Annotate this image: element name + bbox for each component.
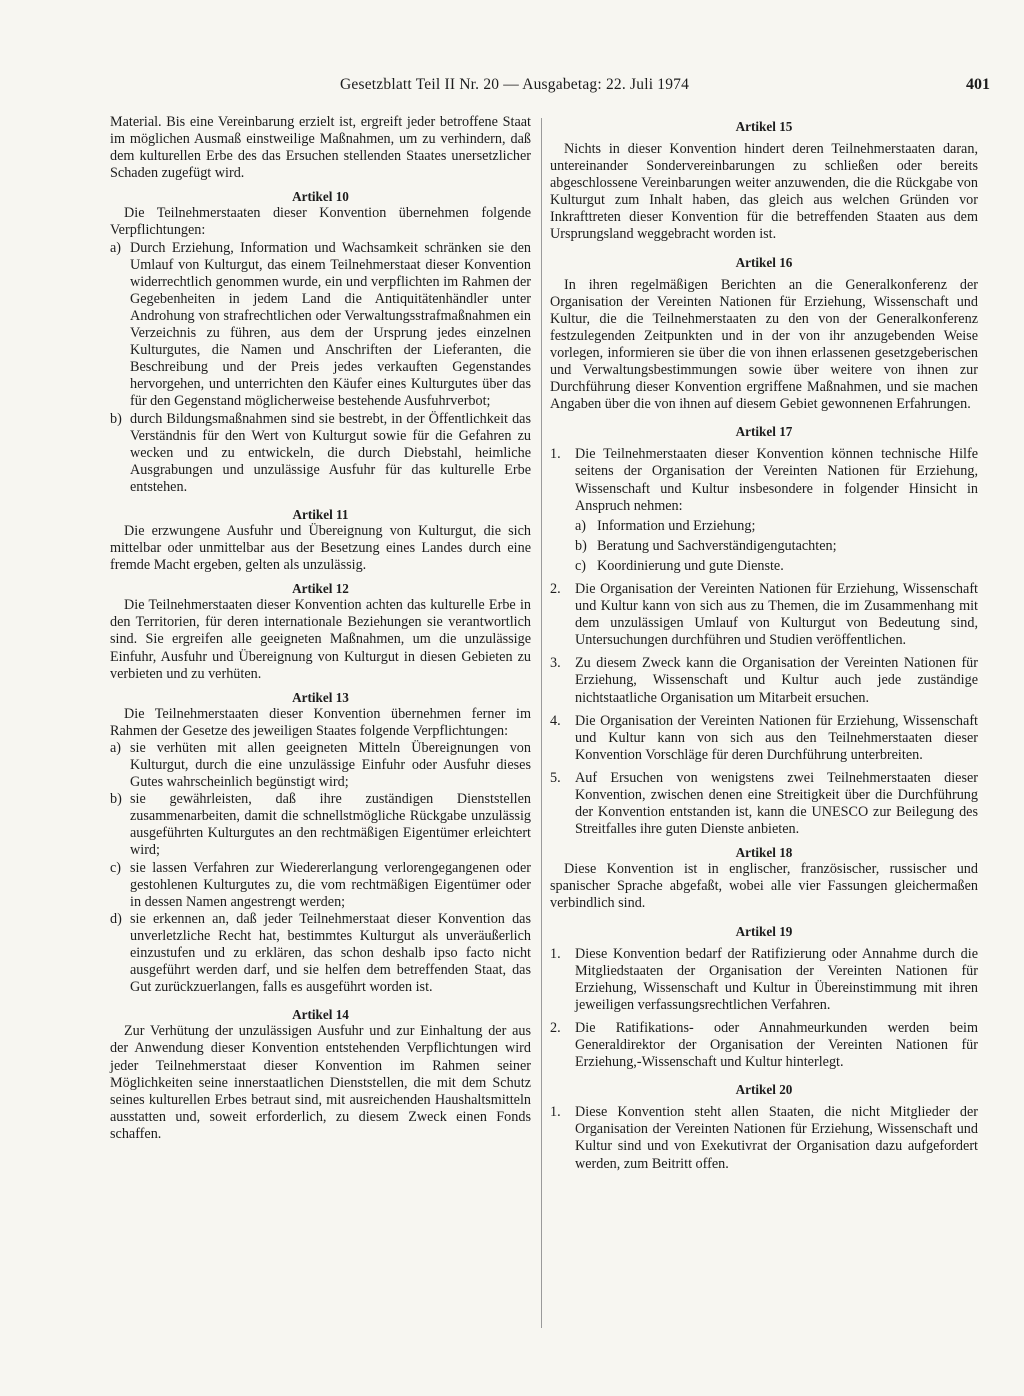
header-title: Gesetzblatt Teil II Nr. 20 — Ausgabetag: 22. Juli 1974 xyxy=(340,76,690,93)
numbered-item xyxy=(550,446,978,514)
article-12-text: Die Teilnehmerstaaten dieser Konvention achten das kulturelle Erbe in den Territorien, für deren internationale Beziehungen sie verantwortlich sind. Sie ergreifen alle geeigneten Maßnahmen, um die unzulässige Einfuhr, Ausfuhr und Übereignung von Kulturgut in diesen Gebieten zu verbieten und zu verhüten. xyxy=(110,597,531,682)
paragraph-continuation: Material. Bis eine Vereinbarung erzielt ist, ergreift jeder betroffene Staat im möglichen Ausmaß einstweilige Maßnahmen, um zu verhindern, daß dem kulturellen Erbe des das Ersuchen stellenden Staates unersetzlicher Schaden zugefügt wird. xyxy=(110,114,531,182)
numbered-item-text: Die Organisation der Vereinten Nationen für Erziehung, Wissenschaft und Kultur kann von sich aus zu Themen, die im Zusammenhang mit dem unzulässigen Umlauf von Kulturgut von Bedeutung sind, Untersuchungen durchführen und Studien veröffentlichen. xyxy=(575,580,978,649)
page-number: 401 xyxy=(966,76,990,93)
numbered-item-label: 1. xyxy=(550,446,561,463)
numbered-item-text: Die Organisation der Vereinten Nationen für Erziehung, Wissenschaft und Kultur kann von sich aus den Teilnehmerstaaten dieser Konvention Vorschläge für deren Durchführung unterbreiten. xyxy=(575,712,978,763)
list-item xyxy=(110,791,531,859)
list-item xyxy=(110,860,531,911)
article-18-text: Diese Konvention ist in englischer, französischer, russischer und spanischer Sprache abgefaßt, wobei alle vier Fassungen gleichermaßen verbindlich sind. xyxy=(550,861,978,912)
numbered-item xyxy=(550,770,978,838)
numbered-item-label: 2. xyxy=(550,1019,561,1036)
numbered-item-label: 1. xyxy=(550,945,561,962)
sub-item xyxy=(575,538,978,555)
numbered-item-text: Die Teilnehmerstaaten dieser Konvention können technische Hilfe seitens der Organisation der Vereinten Nationen für Erziehung, Wissenschaft und Kultur insbesondere in folgender Hinsicht in Anspruch nehmen: xyxy=(575,446,978,514)
numbered-item-text: Auf Ersuchen von wenigstens zwei Teilnehmerstaaten dieser Konvention, zwischen denen eine Streitigkeit über die Durchführung der Konvention entstanden ist, kann die UNESCO zur Beilegung des Streitfalles ihre guten Dienste anbieten. xyxy=(575,769,978,838)
numbered-item-text: Diese Konvention bedarf der Ratifizierung oder Annahme durch die Mitgliedstaaten der Organisation der Vereinten Nationen für Erziehung, Wissenschaft und Kultur in Übereinstimmung mit ihren jeweiligen verfassungsrechtlichen Verfahren. xyxy=(575,945,978,1013)
article-14-title: Artikel 14 xyxy=(292,1007,349,1023)
sub-item-text: Koordinierung und gute Dienste. xyxy=(597,557,784,574)
article-12-title: Artikel 12 xyxy=(292,581,349,597)
article-11-title: Artikel 11 xyxy=(292,506,349,522)
numbered-item xyxy=(550,655,978,706)
sub-item-label: c) xyxy=(575,557,587,574)
numbered-item xyxy=(550,581,978,649)
right-column xyxy=(550,118,978,1173)
numbered-item xyxy=(550,946,978,1014)
numbered-item-text: Die Ratifikations- oder Annahmeurkunden werden beim Generaldirektor der Organisation der Vereinten Nationen für Erziehung,-Wissenschaft und Kultur hinterlegt. xyxy=(575,1019,978,1071)
column-divider xyxy=(541,118,542,1328)
list-item xyxy=(110,411,531,496)
list-item-label: a) xyxy=(110,739,122,756)
sub-item-label: a) xyxy=(575,517,587,534)
sub-item xyxy=(575,518,978,535)
article-10-intro: Die Teilnehmerstaaten dieser Konvention übernehmen folgende Verpflichtungen: xyxy=(110,205,531,239)
list-item-label: b) xyxy=(110,410,122,427)
list-item xyxy=(110,911,531,996)
numbered-item-label: 5. xyxy=(550,769,561,786)
article-10-title: Artikel 10 xyxy=(292,189,349,205)
page-header xyxy=(340,76,990,100)
article-15-text: Nichts in dieser Konvention hindert deren Teilnehmerstaaten daran, untereinander Sondervereinbarungen zu schließen oder bereits abgeschlossene Vereinbarungen weiter anzuwenden, die die Rückgabe von Kulturgut zum Inhalt haben, das gleich aus welchen Gründen vor Inkrafttreten dieser Konvention für die betreffenden Staaten aus dem Ursprungsland weggebracht worden ist. xyxy=(550,141,978,243)
sub-item-text: Beratung und Sachverständigengutachten; xyxy=(597,537,837,554)
sub-item-text: Information und Erziehung; xyxy=(597,517,756,534)
article-15-title: Artikel 15 xyxy=(735,119,793,134)
list-item-text: durch Bildungsmaßnahmen sind sie bestrebt, in der Öffentlichkeit das Verständnis für den Wert von Kulturgut sowie für die Gefahren zu wecken und zu entwickeln, die durch Diebstahl, heimliche Ausgrabungen und unzulässige Ausfuhr für das kulturelle Erbe entstehen. xyxy=(130,410,531,495)
numbered-item-text: Zu diesem Zweck kann die Organisation der Vereinten Nationen für Erziehung, Wissenschaft und Kultur auch jede zuständige nichtstaatliche Organisation um Mitarbeit ersuchen. xyxy=(575,655,978,706)
list-item-label: c) xyxy=(110,859,122,876)
numbered-item-label: 3. xyxy=(550,655,561,672)
list-item-label: b) xyxy=(110,791,122,808)
article-11-text: Die erzwungene Ausfuhr und Übereignung von Kulturgut, die sich mittelbar oder unmittelbar aus der Besetzung eines Landes durch eine fremde Macht ergeben, gelten als unzulässig. xyxy=(110,522,531,574)
article-20-title: Artikel 20 xyxy=(735,1082,793,1098)
list-item-text: sie erkennen an, daß jeder Teilnehmerstaat dieser Konvention das unverletzliche Recht hat, bestimmtes Kulturgut als unveräußerlich einzustufen und zu erklären, das schon deshalb ipso facto nicht ausgeführt werden darf, und sie helfen dem betreffenden Staat, das Gut zurückzuerlangen, falls es ausgeführt worden ist. xyxy=(130,910,531,996)
numbered-item-label: 2. xyxy=(550,580,561,597)
numbered-item-text: Diese Konvention steht allen Staaten, die nicht Mitglieder der Organisation der Vereinten Nationen für Erziehung, Wissenschaft und Kultur sind und von Exekutivrat der Organisation dazu aufgefordert werden, zum Beitritt offen. xyxy=(575,1104,978,1172)
list-item-text: sie lassen Verfahren zur Wiedererlangung verlorengegangenen oder gestohlenen Kulturgutes zu, die vom rechtmäßigen Eigentümer oder in dessen Namen angestrengt werden; xyxy=(130,859,531,910)
article-17-title: Artikel 17 xyxy=(735,424,793,440)
left-column xyxy=(110,114,531,1143)
article-13-title: Artikel 13 xyxy=(292,689,349,705)
article-14-text: Zur Verhütung der unzulässigen Ausfuhr und zur Einhaltung der aus der Anwendung dieser Konvention entstehenden Verpflichtungen wird jeder Teilnehmerstaat dieser Konvention im Rahmen seiner Möglichkeiten seine innerstaatlichen Dienststellen, die mit dem Schutz seines kulturellen Erbes betraut sind, mit ausreichenden Haushaltsmitteln ausstatten und, soweit erforderlich, zu diesem Zweck einen Fonds schaffen. xyxy=(110,1023,531,1142)
sub-item-label: b) xyxy=(575,537,587,554)
numbered-item-label: 4. xyxy=(550,712,561,729)
article-13-intro: Die Teilnehmerstaaten dieser Konvention übernehmen ferner im Rahmen der Gesetze des jeweiligen Staates folgende Verpflichtungen: xyxy=(110,705,531,739)
article-19-title: Artikel 19 xyxy=(735,923,793,939)
numbered-item xyxy=(550,1020,978,1071)
numbered-item xyxy=(550,1104,978,1172)
article-16-text: In ihren regelmäßigen Berichten an die Generalkonferenz der Organisation der Vereinten Nationen für Erziehung, Wissenschaft und Kultur, die die Teilnehmerstaaten zu den von der Generalkonferenz festzulegenden Zeitpunkten und in der von ihr anzugebenden Weise vorlegen, informieren sie über die von ihnen erlassenen gesetzgeberischen und Verwaltungsbestimmungen sowie über weitere von ihnen zur Durchführung dieser Konvention ergriffene Maßnahmen, und sie machen Angaben über die von ihnen auf diesem Gebiet gewonnenen Erfahrungen. xyxy=(550,276,978,413)
list-item xyxy=(110,240,531,411)
list-item-text: sie verhüten mit allen geeigneten Mitteln Übereignungen von Kulturgut, durch die eine unzulässige Einfuhr oder Ausfuhr dieses Gutes wahrscheinlich begünstigt wird; xyxy=(130,739,531,791)
article-16-title: Artikel 16 xyxy=(735,254,793,270)
list-item-label: d) xyxy=(110,910,122,927)
numbered-item xyxy=(550,713,978,764)
list-item-text: sie gewährleisten, daß ihre zuständigen Dienststellen zusammenarbeiten, damit die schnellstmögliche Rückgabe unzulässig ausgeführten Kulturgutes an den rechtmäßigen Eigentümer erleichtert wird; xyxy=(130,791,531,859)
numbered-item-label: 1. xyxy=(550,1104,561,1121)
sub-item xyxy=(575,558,978,575)
list-item-text: Durch Erziehung, Information und Wachsamkeit schränken sie den Umlauf von Kulturgut, das einem Teilnehmerstaat dieser Konvention widerrechtlich genommen wurde, ein und verpflichten im Rahmen der Gegebenheiten in jedem Land die Antiquitätenhändler unter Androhung von strafrechtlichen oder Verwaltungsstrafmaßnahmen ein Verzeichnis zu führen, aus dem der Ursprung jedes einzelnen Kulturgutes, die Namen und Anschriften der Lieferanten, die Beschreibung und der Preis jedes verkauften Gegenstandes hervorgehen, und unterrichten den Käufer eines Kulturgutes über das für den Gegenstand möglicherweise bestehende Ausfuhrverbot; xyxy=(130,239,531,410)
article-18-title: Artikel 18 xyxy=(735,845,793,861)
list-item-label: a) xyxy=(110,239,122,256)
list-item xyxy=(110,740,531,791)
